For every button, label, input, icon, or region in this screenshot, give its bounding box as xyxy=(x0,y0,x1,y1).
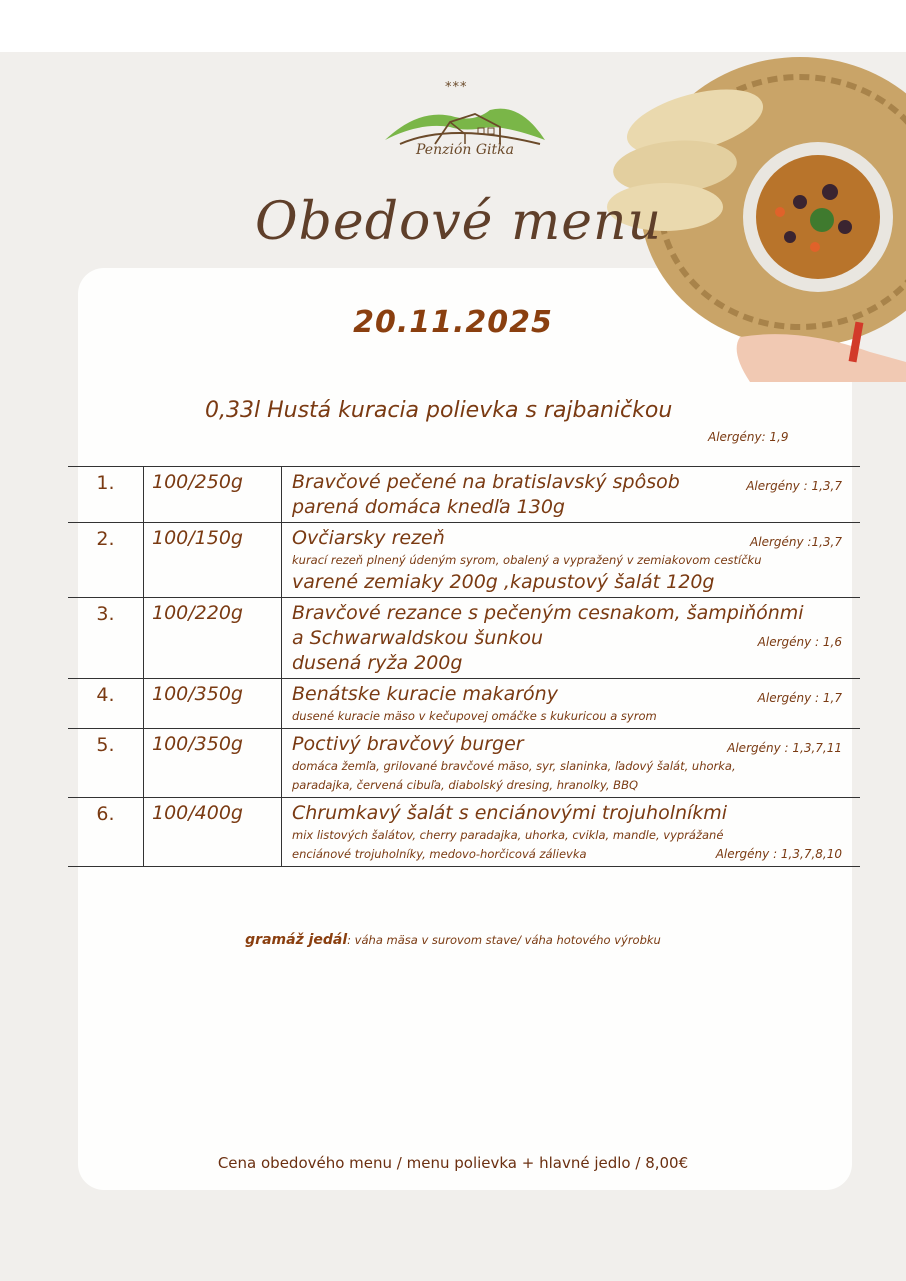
weight-note-text: : váha mäsa v surovom stave/ váha hotového výrobku xyxy=(347,933,661,947)
menu-title: Obedové menu xyxy=(255,192,663,252)
item-description xyxy=(282,679,861,729)
logo-name: Penzión Gitka xyxy=(416,142,514,158)
item-side: varené zemiaky 200g ,kapustový šalát 120g xyxy=(292,571,715,593)
item-number: 1. xyxy=(68,467,144,523)
menu-table xyxy=(68,466,860,867)
item-weight: 100/150g xyxy=(144,523,282,598)
item-detail: domáca žemľa, grilované bravčové mäso, syr, slaninka, ľadový šalát, uhorka, xyxy=(292,759,736,773)
item-description xyxy=(282,729,861,798)
item-name: Chrumkavý šalát s enciánovými trojuholníkmi xyxy=(292,802,728,824)
penzion-logo xyxy=(380,82,550,182)
item-allergens: Alergény : 1,7 xyxy=(757,691,842,705)
item-weight: 100/350g xyxy=(144,729,282,798)
item-side: parená domáca knedľa 130g xyxy=(292,496,565,518)
item-name: Bravčové rezance s pečeným cesnakom, šampiňónmi xyxy=(292,602,804,624)
menu-price: Cena obedového menu / menu polievka + hlavné jedlo / 8,00€ xyxy=(217,1154,689,1172)
item-weight: 100/250g xyxy=(144,467,282,523)
soup-allergens: Alergény: 1,9 xyxy=(708,430,789,444)
item-name-cont: a Schwarwaldskou šunkou Alergény : 1,6 xyxy=(292,626,860,651)
weight-note xyxy=(0,932,906,948)
item-number: 4. xyxy=(68,679,144,729)
menu-row xyxy=(68,523,860,598)
item-number: 2. xyxy=(68,523,144,598)
item-name: Ovčiarsky rezeň Alergény :1,3,7 xyxy=(292,526,860,551)
item-weight: 100/220g xyxy=(144,598,282,679)
logo-stars: *** xyxy=(445,80,468,95)
item-number: 6. xyxy=(68,798,144,867)
item-number: 3. xyxy=(68,598,144,679)
menu-row xyxy=(68,729,860,798)
item-allergens: Alergény : 1,3,7,8,10 xyxy=(715,847,842,861)
menu-row xyxy=(68,679,860,729)
item-description xyxy=(282,467,861,523)
item-name: Poctivý bravčový burger Alergény : 1,3,7,11 xyxy=(292,732,860,757)
item-name: Benátske kuracie makaróny Alergény : 1,7 xyxy=(292,682,860,707)
item-weight: 100/350g xyxy=(144,679,282,729)
item-description xyxy=(282,598,861,679)
menu-row xyxy=(68,467,860,523)
item-description xyxy=(282,798,861,867)
item-name: Bravčové pečené na bratislavský spôsob Alergény : 1,3,7 xyxy=(292,470,860,495)
item-detail: paradajka, červená cibuľa, diabolský dresing, hranolky, BBQ xyxy=(292,778,639,792)
weight-note-label: gramáž jedál xyxy=(245,932,348,948)
menu-row xyxy=(68,598,860,679)
item-description xyxy=(282,523,861,598)
item-detail: mix listových šalátov, cherry paradajka, uhorka, cvikla, mandle, vyprážané xyxy=(292,828,724,842)
item-allergens: Alergény : 1,3,7 xyxy=(746,479,842,493)
soup-of-day: 0,33l Hustá kuracia polievka s rajbaničkou xyxy=(205,398,673,423)
menu-date: 20.11.2025 xyxy=(353,305,553,340)
item-weight: 100/400g xyxy=(144,798,282,867)
item-allergens: Alergény : 1,6 xyxy=(757,635,842,649)
item-allergens: Alergény : 1,3,7,11 xyxy=(727,741,842,755)
menu-row xyxy=(68,798,860,867)
item-detail: dusené kuracie mäso v kečupovej omáčke s kukuricou a syrom xyxy=(292,709,657,723)
item-side: dusená ryža 200g xyxy=(292,652,463,674)
item-allergens: Alergény :1,3,7 xyxy=(750,535,842,549)
item-number: 5. xyxy=(68,729,144,798)
item-detail: enciánové trojuholníky, medovo-horčicová zálievka Alergény : 1,3,7,8,10 xyxy=(292,845,860,864)
item-detail: kurací rezeň plnený údeným syrom, obalený a vypražený v zemiakovom cestíčku xyxy=(292,553,762,567)
